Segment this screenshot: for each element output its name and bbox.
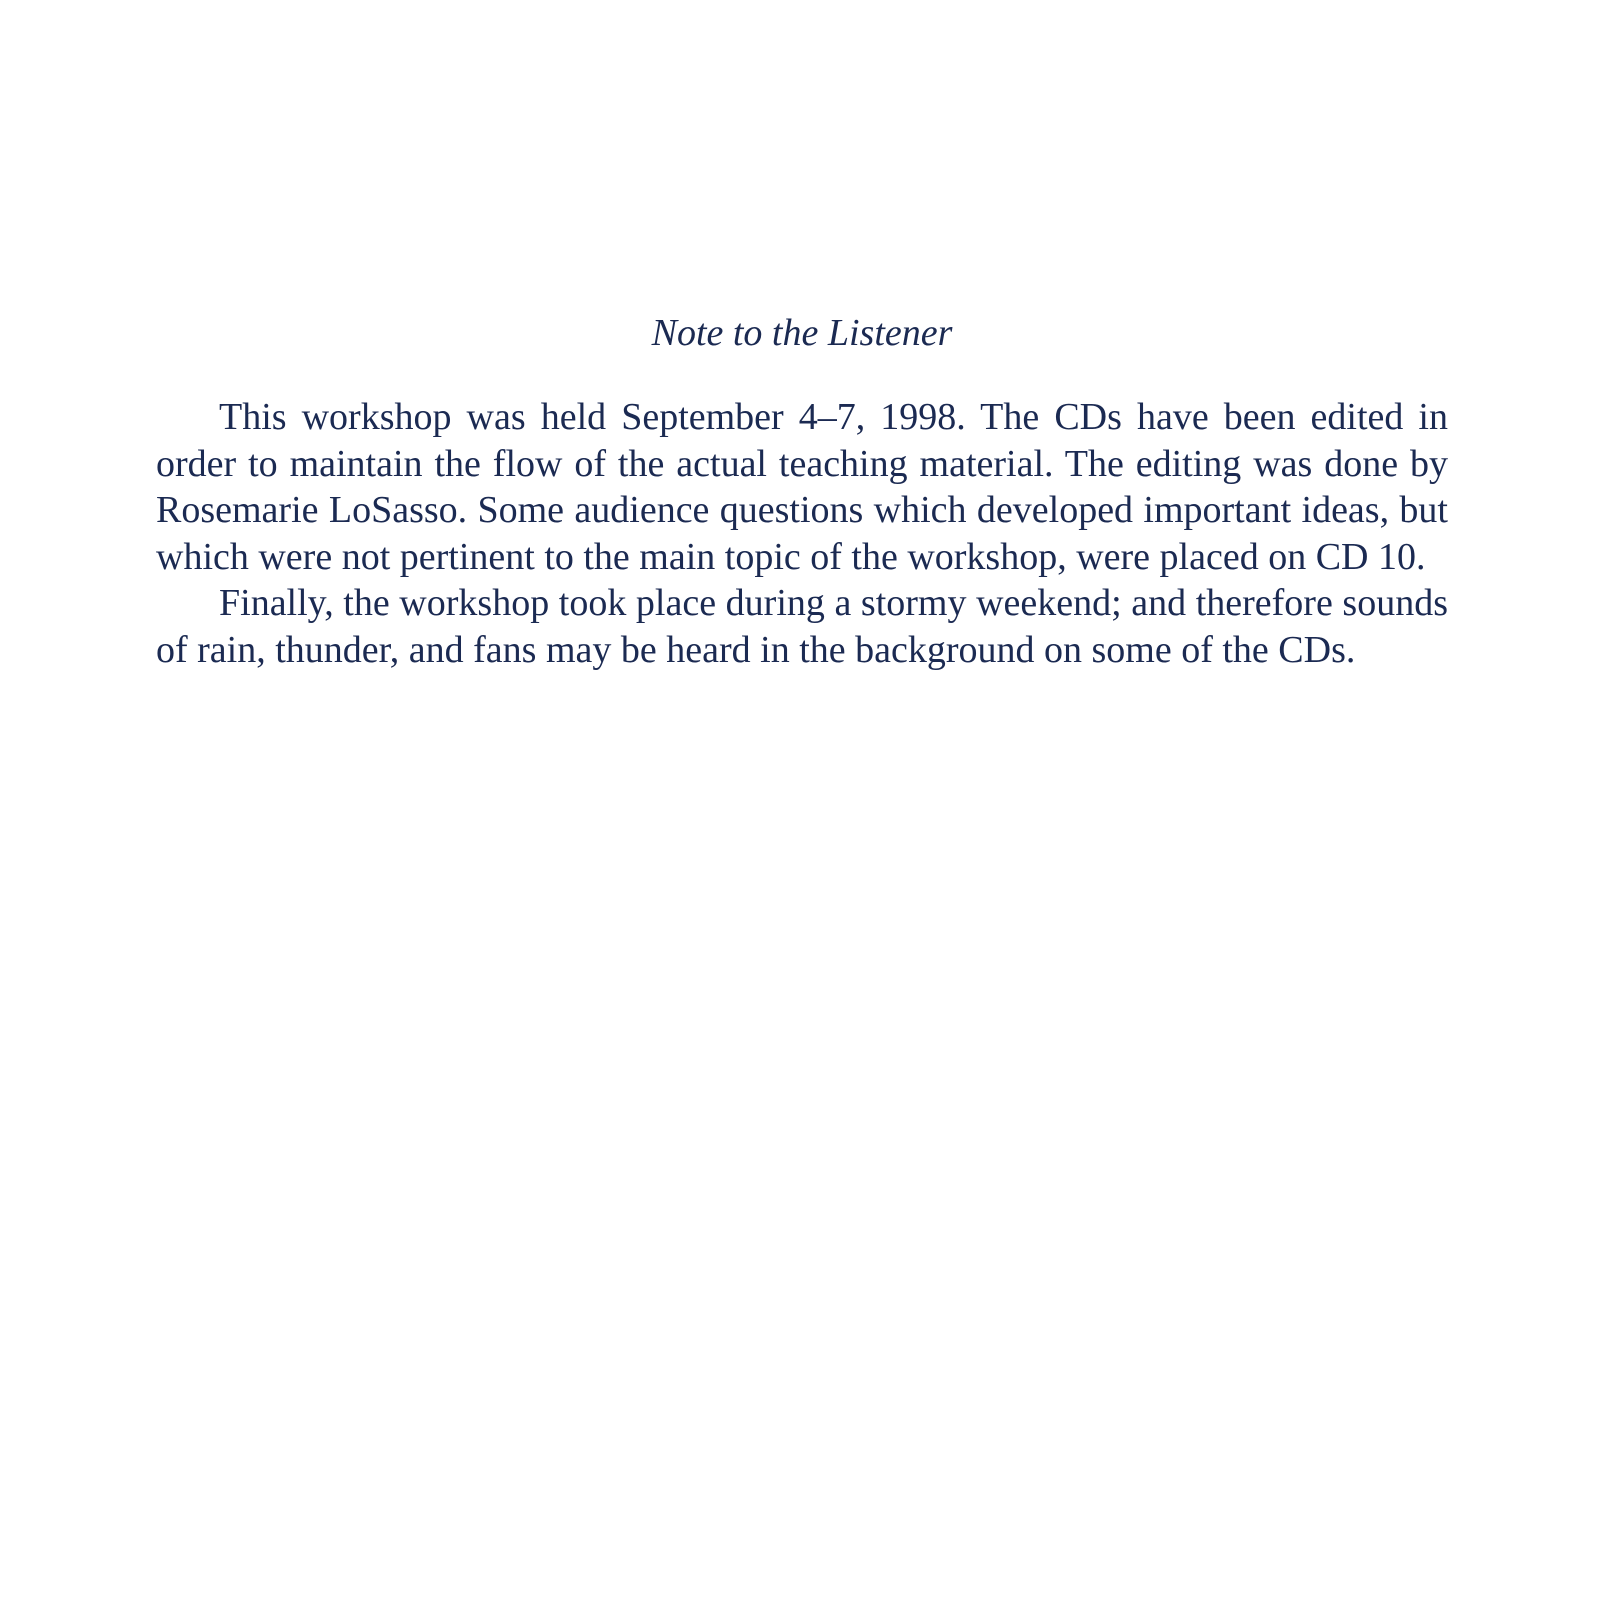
document-page	[156, 310, 1448, 673]
page-title: Note to the Listener	[651, 312, 953, 354]
paragraph-1: This workshop was held September 4–7, 1998. The CDs have been edited in order to maintain the flow of the actual teaching material. The editing was done by Rosemarie LoSasso. Some audience questions which developed important ideas, but which were not pertinent to the main topic of the workshop, were placed on CD 10.	[156, 396, 1448, 578]
paragraph-2: Finally, the workshop took place during a stormy weekend; and therefore sounds of rain, thunder, and fans may be heard in the background on some of the CDs.	[156, 582, 1448, 671]
